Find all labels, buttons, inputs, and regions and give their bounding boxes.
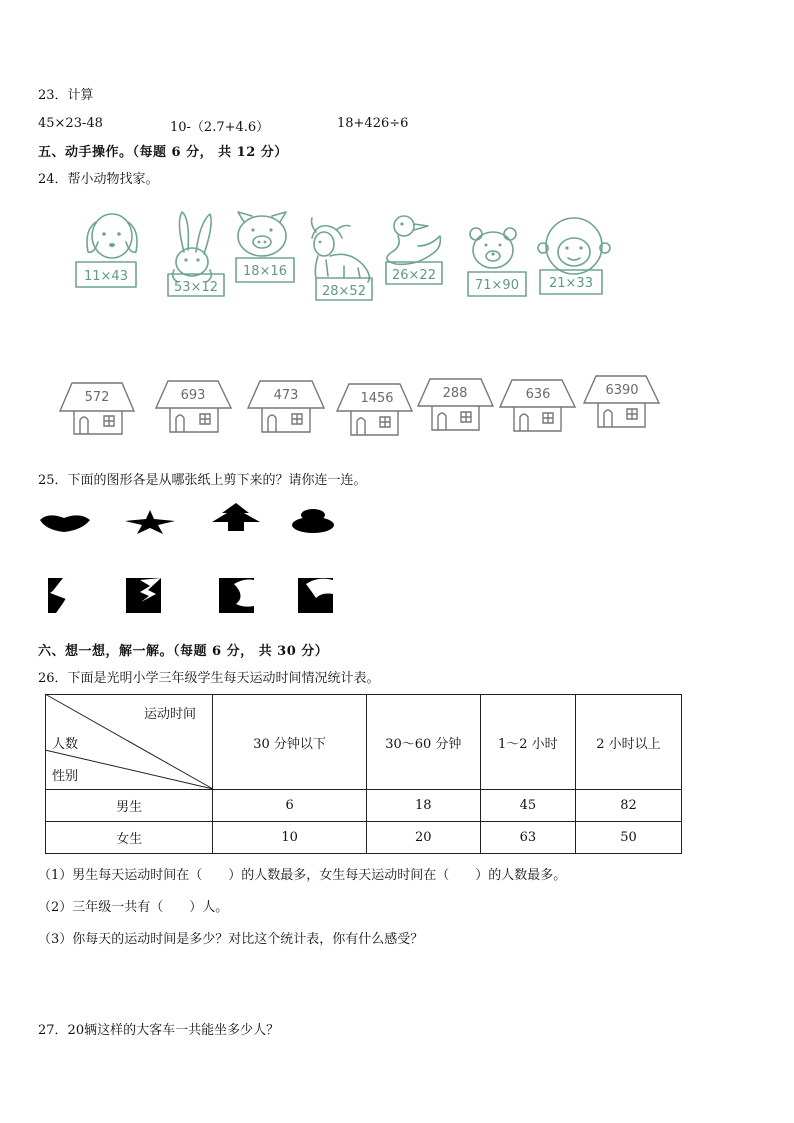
row-label-girls: 女生 xyxy=(46,822,213,854)
house-5 xyxy=(418,379,493,430)
table-cell: 20 xyxy=(366,822,480,854)
section5-title: 五、动手操作。（每题 6 分， 共 12 分） xyxy=(38,145,288,160)
q26-title: 26．下面是光明小学三年级学生每天运动时间情况统计表。 xyxy=(38,671,380,686)
col-header-2: 30～60 分钟 xyxy=(366,695,480,790)
house-4-label: 1456 xyxy=(360,391,394,406)
house-6 xyxy=(500,380,575,431)
q23-expr-2: 10-（2.7+4.6） xyxy=(170,120,270,135)
animal-monkey xyxy=(538,218,610,294)
house-3-label: 473 xyxy=(273,388,299,403)
animal-pig xyxy=(236,212,294,282)
house-5-label: 288 xyxy=(442,386,468,401)
header-gender: 性别 xyxy=(52,769,79,784)
shape-snowman xyxy=(292,509,334,533)
table-cell: 63 xyxy=(480,822,575,854)
house-1 xyxy=(60,383,134,434)
shape-star xyxy=(125,510,175,534)
q26-sub2: （2）三年级一共有（ ）人。 xyxy=(38,900,229,915)
q23-expr-3: 18+426÷6 xyxy=(337,116,409,131)
house-7 xyxy=(584,376,659,427)
paper-3 xyxy=(219,578,254,613)
q27-title: 27．20辆这样的大客车一共能坐多少人？ xyxy=(38,1023,280,1038)
col-header-4: 2 小时以上 xyxy=(575,695,681,790)
table-header-row xyxy=(46,695,682,790)
table-cell: 18 xyxy=(366,790,480,822)
stats-table xyxy=(45,694,682,854)
header-count: 人数 xyxy=(52,737,79,752)
animal-bear xyxy=(468,228,526,296)
animal-goat xyxy=(312,218,373,300)
house-3 xyxy=(248,381,324,432)
header-exercise-time: 运动时间 xyxy=(144,707,197,722)
animal-duck-label: 26×22 xyxy=(392,268,436,283)
section6-title: 六、想一想，解一解。（每题 6 分， 共 30 分） xyxy=(38,644,329,659)
table-cell: 50 xyxy=(575,822,681,854)
q26-sub3: （3）你每天的运动时间是多少？对比这个统计表，你有什么感受？ xyxy=(38,932,424,947)
animal-pig-label: 18×16 xyxy=(243,264,287,279)
animal-dog xyxy=(76,214,137,287)
house-4 xyxy=(337,384,412,435)
q23-title: 23．计算 xyxy=(38,88,94,103)
table-corner-header xyxy=(46,695,213,790)
house-1-label: 572 xyxy=(84,390,110,405)
animal-monkey-label: 21×33 xyxy=(549,276,593,291)
q25-title: 25．下面的图形各是从哪张纸上剪下来的？请你连一连。 xyxy=(38,473,367,488)
q26-sub1: （1）男生每天运动时间在（ ）的人数最多，女生每天运动时间在（ ）的人数最多。 xyxy=(38,868,567,883)
table-cell: 45 xyxy=(480,790,575,822)
row-label-boys: 男生 xyxy=(46,790,213,822)
paper-1 xyxy=(48,578,82,613)
animal-dog-label: 11×43 xyxy=(84,269,128,284)
table-cell: 82 xyxy=(575,790,681,822)
house-6-label: 636 xyxy=(525,387,551,402)
animal-rabbit xyxy=(168,212,224,296)
shape-heart xyxy=(40,515,90,532)
table-row xyxy=(46,790,682,822)
q23-expr-1: 45×23-48 xyxy=(38,116,103,131)
col-header-1: 30 分钟以下 xyxy=(213,695,367,790)
house-7-label: 6390 xyxy=(605,383,639,398)
shape-tree xyxy=(212,503,260,531)
animal-duck xyxy=(386,216,442,284)
paper-4 xyxy=(298,578,333,613)
animal-rabbit-label: 53×12 xyxy=(174,280,218,295)
table-cell: 10 xyxy=(213,822,367,854)
paper-2 xyxy=(126,578,161,613)
house-2-label: 693 xyxy=(180,388,206,403)
q24-title: 24．帮小动物找家。 xyxy=(38,172,159,187)
house-2 xyxy=(156,381,231,432)
col-header-3: 1～2 小时 xyxy=(480,695,575,790)
animal-bear-label: 71×90 xyxy=(475,278,519,293)
table-row xyxy=(46,822,682,854)
table-cell: 6 xyxy=(213,790,367,822)
animal-goat-label: 28×52 xyxy=(322,284,366,299)
